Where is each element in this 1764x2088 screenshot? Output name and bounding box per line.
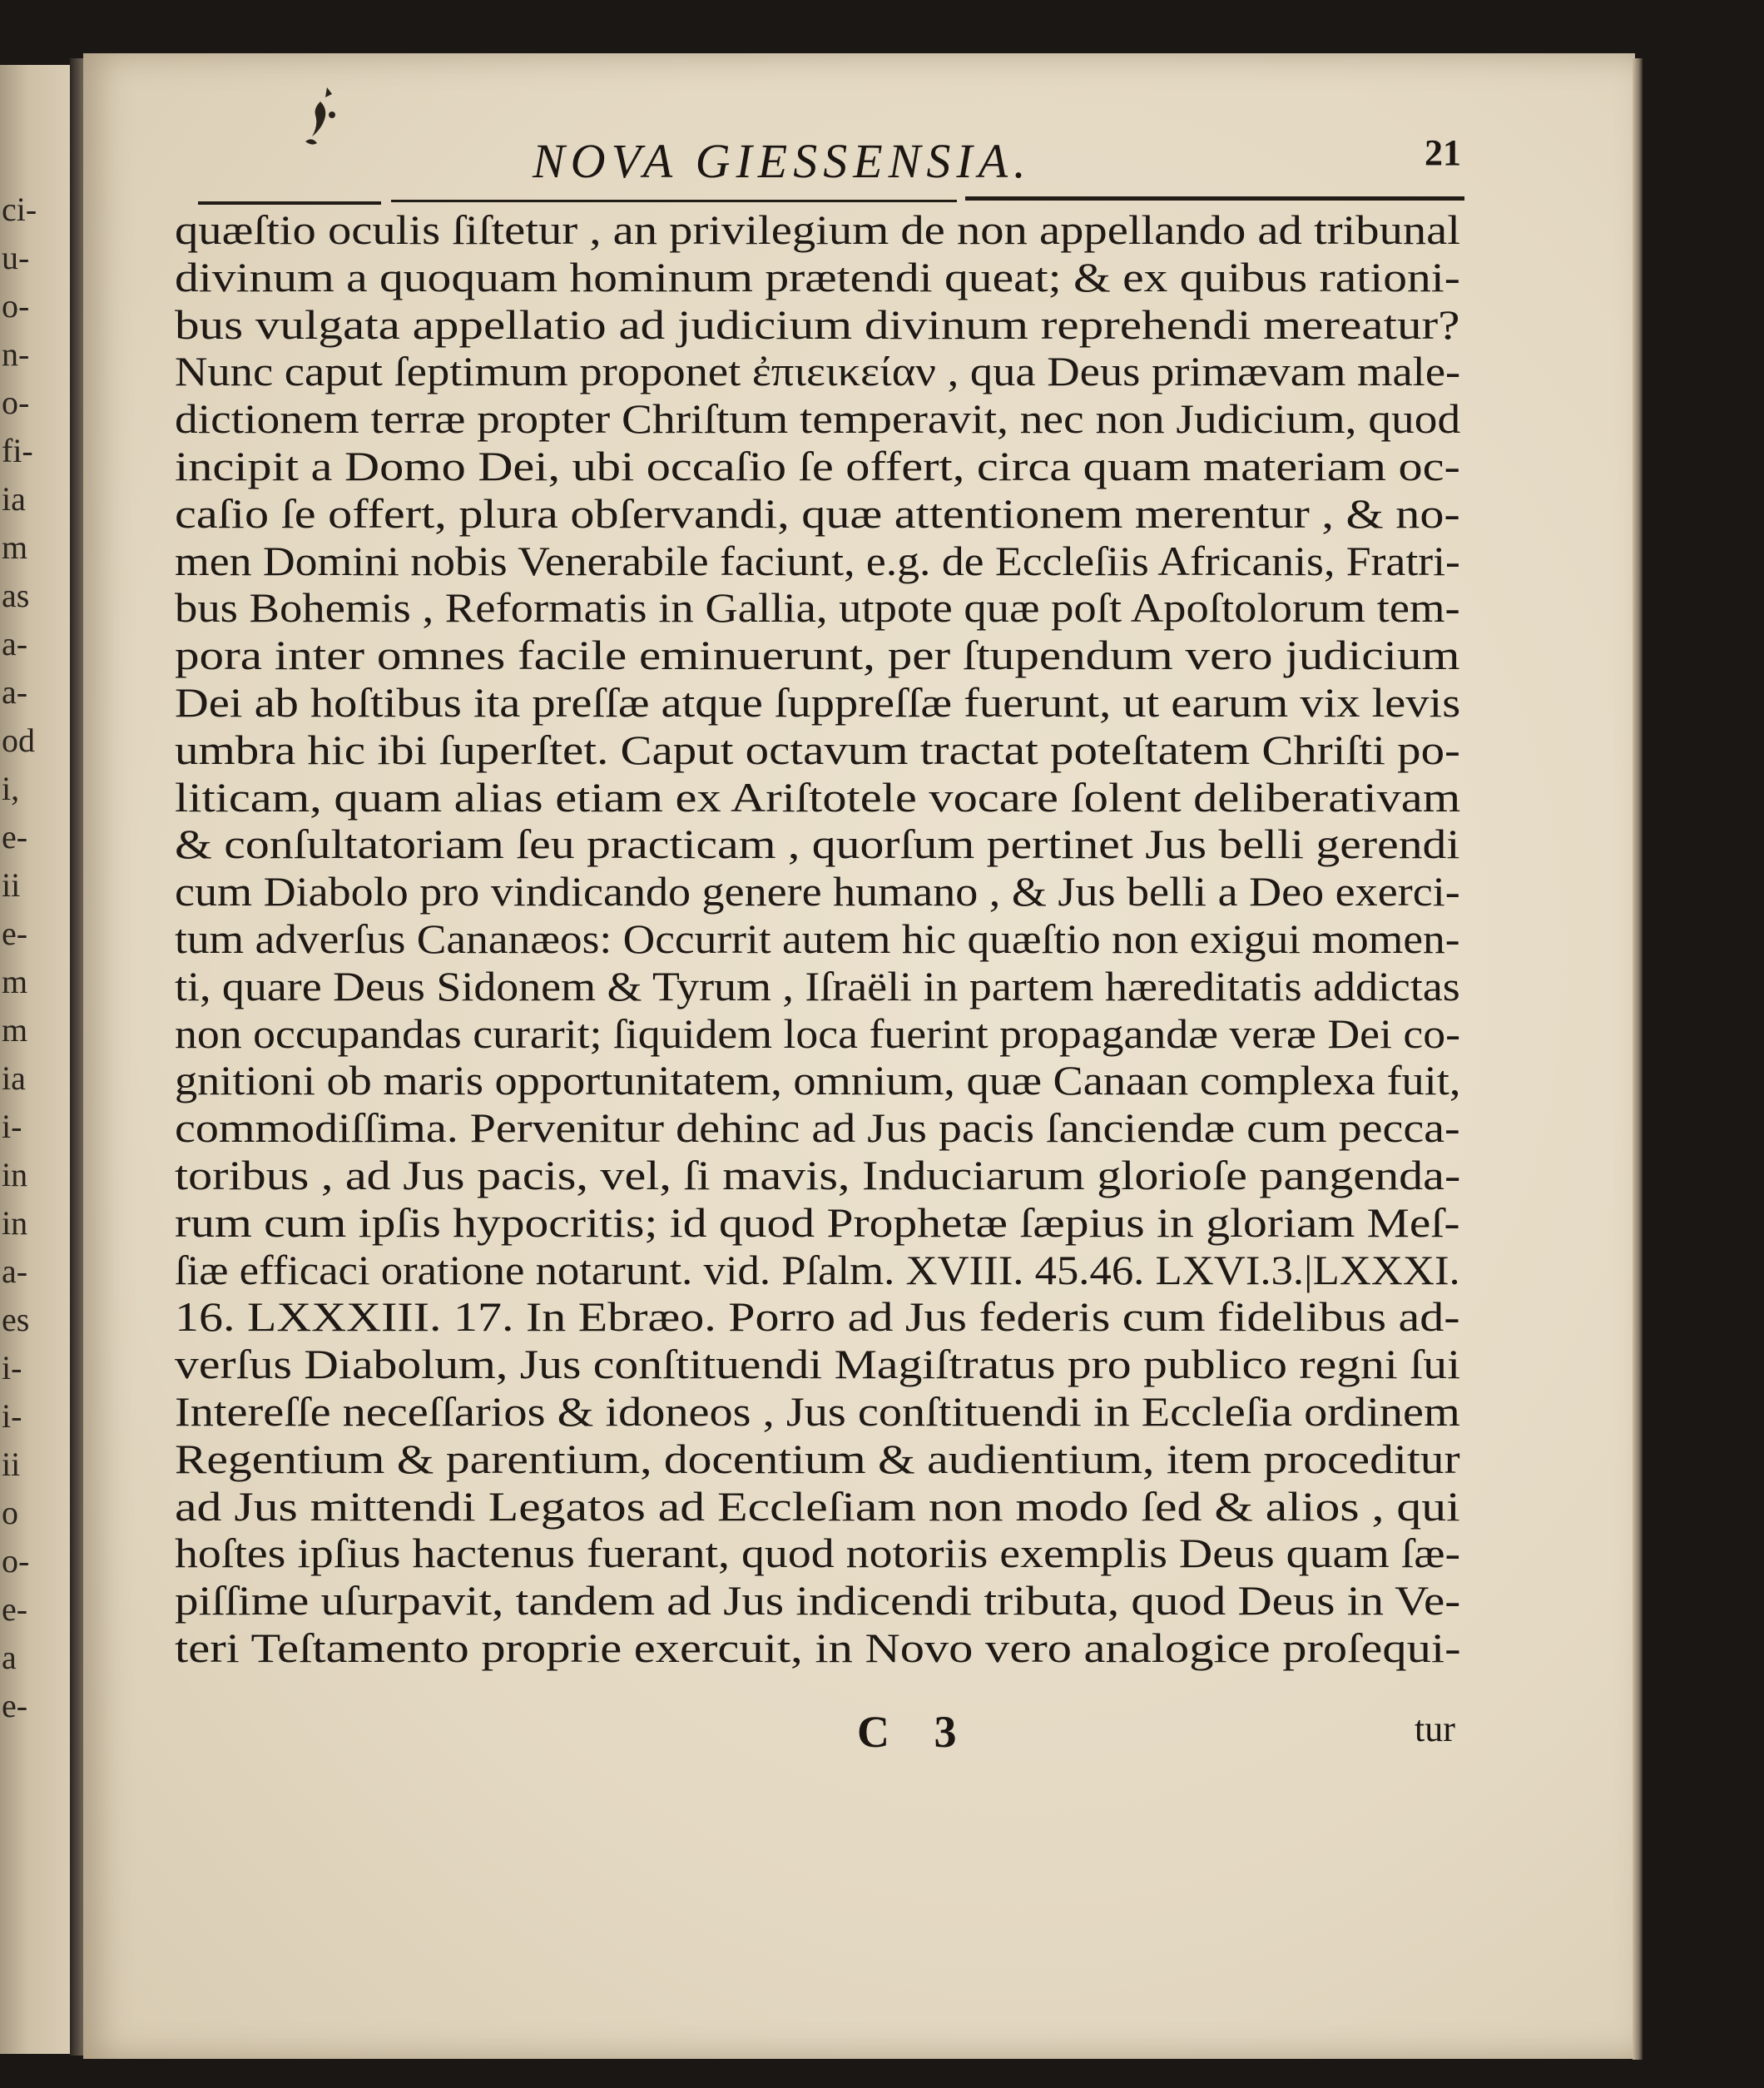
text-line: bus vulgata appellatio ad judicium divinum reprehendi mereatur? — [175, 300, 1460, 348]
text-line: ad Jus mittendi Legatos ad Eccleſiam non modo ſed & alios , qui — [175, 1482, 1460, 1530]
text-line: teri Teſtamento proprie exercuit, in Novo vero analogice proſequi- — [175, 1624, 1461, 1671]
facing-page-fragment: od — [2, 722, 35, 759]
text-line: divinum a quoquam hominum prætendi queat; & ex quibus rationi- — [175, 253, 1460, 300]
facing-page-fragment: o — [2, 1494, 18, 1531]
text-line: gnitioni ob maris opportunitatem, omnium, quæ Canaan complexa fuit, — [175, 1057, 1461, 1104]
facing-page-fragment: u- — [2, 239, 30, 276]
facing-page-fragment: i- — [2, 1349, 22, 1386]
facing-page-fragment: in — [2, 1156, 28, 1193]
facing-page-fragment: es — [2, 1301, 30, 1338]
text-line: piſſime uſurpavit, tandem ad Jus indicendi tributa, quod Deus in Ve- — [175, 1577, 1461, 1624]
facing-page-fragment: a- — [2, 1252, 28, 1290]
text-line: Dei ab hoſtibus ita preſſæ atque ſuppreſſæ fuerunt, ut earum vix levis — [175, 679, 1461, 726]
facing-page-fragment: ii — [2, 1446, 21, 1483]
header-rule — [391, 200, 957, 202]
signature-mark: C 3 — [857, 1707, 974, 1757]
facing-page-fragment: as — [2, 577, 30, 614]
running-head: NOVA GIESSENSIA. — [533, 134, 1032, 188]
facing-page-fragment: i- — [2, 1108, 22, 1145]
text-line: Nunc caput ſeptimum proponet ἐπιεικείαν , qua Deus primævam male- — [175, 348, 1461, 395]
page-number: 21 — [1425, 132, 1461, 173]
facing-page-fragment: m — [2, 528, 28, 566]
facing-page — [0, 65, 70, 2054]
facing-page-fragment: a- — [2, 673, 28, 711]
facing-page-fragment: ci- — [2, 191, 37, 228]
facing-page-fragment: e- — [2, 1590, 28, 1628]
text-line: umbra hic ibi ſuperſtet. Caput octavum tractat poteſtatem Chriſti po- — [175, 726, 1460, 773]
text-line: incipit a Domo Dei, ubi occaſio ſe offert, circa quam materiam oc- — [175, 443, 1460, 489]
text-line: toribus , ad Jus pacis, vel, ſi mavis, Induciarum glorioſe pangenda- — [175, 1152, 1461, 1198]
facing-page-fragment: fi- — [2, 432, 33, 469]
facing-page-fragment: m — [2, 1011, 28, 1049]
facing-page-fragment: m — [2, 963, 28, 1000]
facing-page-fragment: a- — [2, 625, 28, 662]
facing-page-fragment: in — [2, 1204, 28, 1242]
facing-page-fragment: o- — [2, 1542, 30, 1580]
text-line: tum adverſus Cananæos: Occurrit autem hic quæſtio non exigui momen- — [175, 915, 1460, 962]
text-line: ti, quare Deus Sidonem & Tyrum , Iſraëli in partem hæreditatis addictas — [175, 962, 1460, 1009]
text-line: cum Diabolo pro vindicando genere humano , & Jus belli a Deo exerci- — [175, 868, 1460, 915]
printer-ornament-icon — [295, 83, 354, 158]
header-rule — [198, 201, 381, 205]
facing-page-fragment: i, — [2, 770, 20, 807]
facing-page-fragment: ia — [2, 480, 26, 518]
text-line: dictionem terræ propter Chriſtum temperavit, nec non Judicium, quod — [175, 395, 1461, 443]
facing-page-fragment: a — [2, 1639, 17, 1676]
text-line: Regentium & parentium, docentium & audientium, item proceditur — [175, 1435, 1460, 1482]
facing-page-fragment: o- — [2, 384, 30, 421]
text-line: bus Bohemis , Reformatis in Gallia, utpote quæ poſt Apoſtolorum tem- — [175, 584, 1460, 632]
text-line: commodiſſima. Pervenitur dehinc ad Jus pacis ſanciendæ cum pecca- — [175, 1104, 1460, 1152]
catchword: tur — [1415, 1709, 1455, 1749]
text-line: Intereſſe neceſſarios & idoneos , Jus conſtituendi in Eccleſia ordinem — [175, 1388, 1460, 1435]
facing-page-fragment: e- — [2, 1687, 28, 1724]
text-line: quæſtio oculis ſiſtetur , an privilegium de non appellando ad tribunal — [175, 206, 1461, 253]
facing-page-fragment: ii — [2, 866, 21, 904]
facing-page-fragment: e- — [2, 818, 28, 856]
text-line: liticam, quam alias etiam ex Ariſtotele vocare ſolent deliberativam — [175, 773, 1461, 821]
text-line: pora inter omnes facile eminuerunt, per ſtupendum vero judicium — [175, 632, 1460, 679]
text-line: ſiæ efficaci oratione notarunt. vid. Pſalm. XVIII. 45.46. LXVI.3.|LXXXI. — [175, 1246, 1460, 1293]
facing-page-fragment: o- — [2, 287, 30, 325]
header-rule — [965, 196, 1464, 201]
facing-page-fragment: i- — [2, 1397, 22, 1435]
text-line: hoſtes ipſius hactenus fuerant, quod notoriis exemplis Deus quam ſæ- — [175, 1530, 1461, 1577]
text-line: & conſultatoriam ſeu practicam , quorſum pertinet Jus belli gerendi — [175, 821, 1460, 868]
text-line: caſio ſe offert, plura obſervandi, quæ attentionem merentur , & no- — [175, 489, 1460, 537]
text-line: men Domini nobis Venerabile faciunt, e.g. de Eccleſiis Africanis, Fratri- — [175, 537, 1460, 584]
text-line: 16. LXXXIII. 17. In Ebræo. Porro ad Jus federis cum fidelibus ad- — [175, 1293, 1460, 1341]
facing-page-fragment: ia — [2, 1059, 26, 1097]
page-edge — [1633, 58, 1643, 2060]
text-line: verſus Diabolum, Jus conſtituendi Magiſtratus pro publico regni ſui — [175, 1341, 1461, 1388]
text-line: rum cum ipſis hypocritis; id quod Prophetæ ſæpius in gloriam Meſ- — [175, 1198, 1460, 1246]
text-line: non occupandas curarit; ſiquidem loca fuerint propagandæ veræ Dei co- — [175, 1009, 1461, 1057]
facing-page-fragment: n- — [2, 335, 30, 373]
facing-page-fragment: e- — [2, 915, 28, 952]
